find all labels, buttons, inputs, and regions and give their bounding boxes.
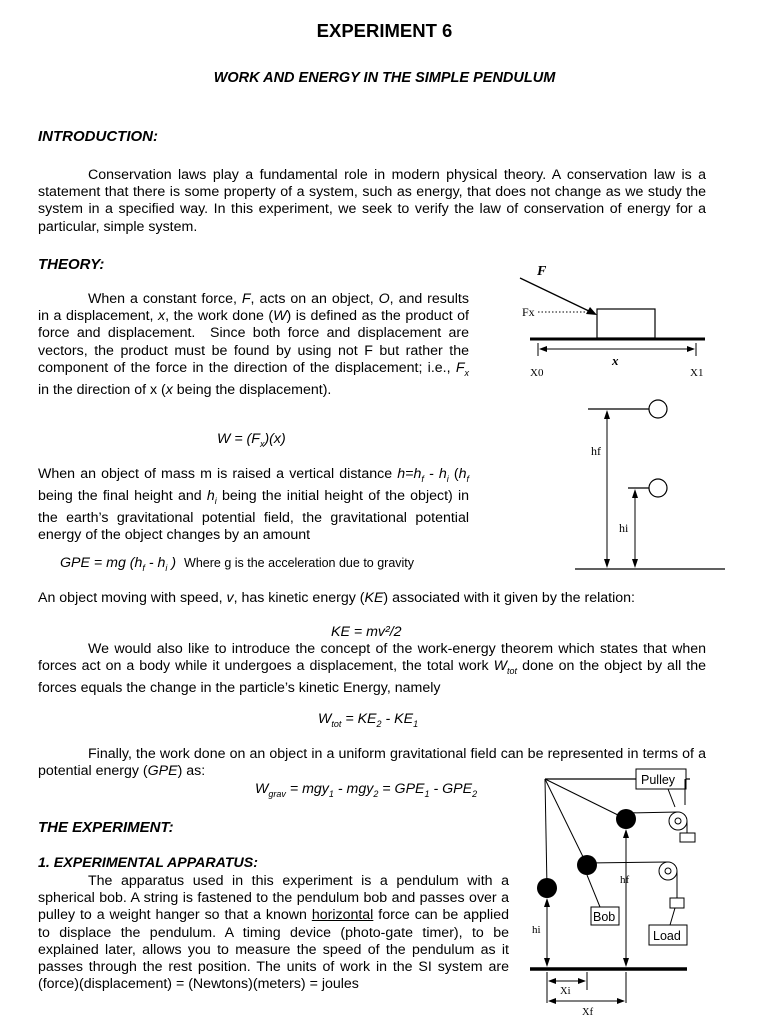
bob-top [616,809,636,829]
apparatus-paragraph: The apparatus used in this experiment is a pendulum with a spherical bob. A string is fastened to the pendulum bob and passes over a pulley to a weight hanger so that a known horizontal force can be applied to displace the pendulum. A timing device (photo-gate timer), to be explained later, allows you to measure the speed of the pendulum as it passes through the rest position. The units of work in the SI system are (force)(displacement) = (Newtons)(meters) = joules [38,873,509,993]
svg-text:hf: hf [620,874,630,886]
svg-text:hi: hi [619,521,629,535]
theory-paragraph-work-energy: We would also like to introduce the concept of the work-energy theorem which states that when forces act on a body while it undergoes a displacement, the total work $W_{tot}$ done on the object by all the forces equals the change in the particle’s kinetic Energy, namely [38,641,706,697]
equation-wtot: $W_{tot} = KE_2 - KE_1$ [318,711,419,729]
object-block [597,309,655,338]
introduction-text: Conservation laws play a fundamental role in modern physical theory. A conservation law is a statement that there is some property of a system, such as energy, that does not change as we study the system in a specified way. In this experiment, we seek to verify the law of conservation of energy for a particular, simple system. [38,167,706,235]
theory-paragraph-work: When a constant force, F, acts on an object, O, and results in a displacement, x, the work done (W) is defined as the product of force and displacement. Since both force and displacement are vectors, the product must be found by using not F but rather the component of the force in the direction of the displacement; i.e., $F_x$ in the direction of x (x being the displacement). [38,291,469,398]
theory-paragraph-gpe: When an object of mass m is raised a vertical distance $h=h_f - h_i$ ($h_f$ being the final height and $h_i$ being the initial height of the object) in the earth’s gravitational potential field, the gravitational potential energy of the object changes by an amount [38,466,470,544]
bob-final [649,400,667,418]
svg-text:hf: hf [591,444,601,458]
fx-label: Fx [522,305,535,319]
equation-wgrav: $W_{grav} = mgy_1 - mgy_2 = GPE_1 - GPE_2$ [255,781,478,799]
svg-text:Bob: Bob [593,910,616,924]
theory-paragraph-gpe-work: Finally, the work done on an object in a uniform gravitational field can be represented in terms of a potential energy (GPE) as: [38,746,706,780]
equation-ke: KE = mv²/2 [331,624,402,640]
apparatus-heading: 1. EXPERIMENTAL APPARATUS: [38,855,258,871]
apparatus-diagram [525,765,765,1020]
introduction-heading: INTRODUCTION: [38,128,158,145]
svg-text:x: x [612,353,619,368]
svg-text:hi: hi [532,924,541,936]
svg-text:Xi: Xi [560,986,571,997]
height-diagram [555,395,730,575]
force-label: F [537,264,547,279]
equation-gpe: GPE = mg ($h_f - h_i$ ) Where g is the acceleration due to gravity [60,555,415,573]
theory-paragraph-ke: An object moving with speed, v, has kinetic energy (KE) associated with it given by the relation: [38,590,635,606]
page-title: EXPERIMENT 6 [316,20,453,41]
svg-text:Xf: Xf [582,1007,594,1018]
experiment-heading: THE EXPERIMENT: [38,819,174,836]
bob-middle [577,855,597,875]
svg-text:X0: X0 [530,367,544,379]
force-diagram [500,258,720,383]
svg-text:X1: X1 [690,367,704,379]
bob-left [537,878,557,898]
svg-text:Load: Load [653,929,681,943]
equation-work: $W = (F_x)(x)$ [217,431,286,449]
svg-text:Pulley: Pulley [641,773,676,787]
page-subtitle: WORK AND ENERGY IN THE SIMPLE PENDULUM [213,70,556,86]
bob-initial [649,479,667,497]
theory-heading: THEORY: [38,256,105,273]
